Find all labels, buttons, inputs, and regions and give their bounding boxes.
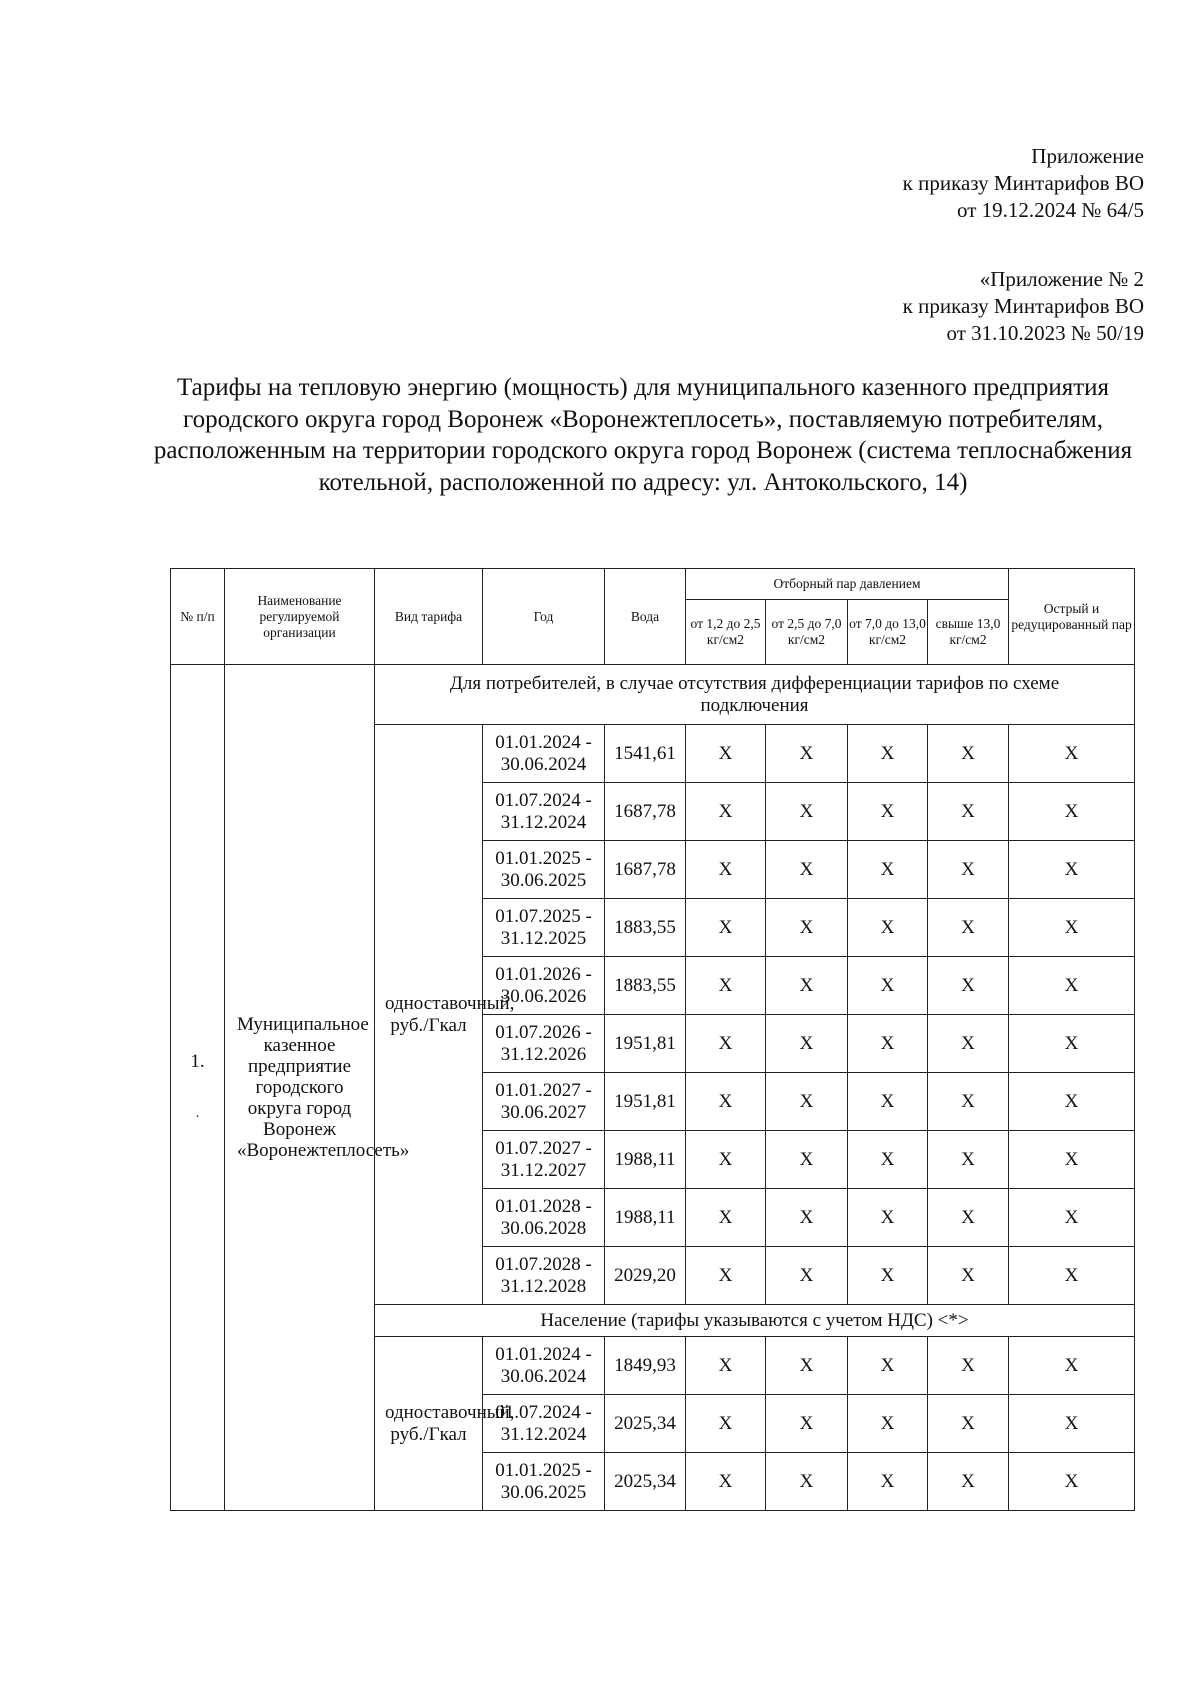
steam-4-value: Х <box>928 957 1009 1015</box>
header-year: Год <box>483 569 605 665</box>
water-value: 1883,55 <box>605 899 686 957</box>
water-value: 2029,20 <box>605 1247 686 1305</box>
steam-2-value: Х <box>766 1189 848 1247</box>
section-title: Население (тарифы указываются с учетом НДС) <*> <box>375 1305 1135 1337</box>
period-cell: 01.01.2024 - 30.06.2024 <box>483 725 605 783</box>
period-cell: 01.07.2027 - 31.12.2027 <box>483 1131 605 1189</box>
steam-4-value: Х <box>928 1395 1009 1453</box>
steam-2-value: Х <box>766 1453 848 1511</box>
steam-1-value: Х <box>686 957 766 1015</box>
steam-2-value: Х <box>766 1015 848 1073</box>
steam-4-value: Х <box>928 1453 1009 1511</box>
period-cell: 01.01.2027 - 30.06.2027 <box>483 1073 605 1131</box>
header-steam-3: от 7,0 до 13,0 кг/см2 <box>848 600 928 665</box>
sharp-steam-value: Х <box>1009 1395 1135 1453</box>
steam-3-value: Х <box>848 1453 928 1511</box>
sharp-steam-value: Х <box>1009 1189 1135 1247</box>
steam-4-value: Х <box>928 899 1009 957</box>
steam-4-value: Х <box>928 1131 1009 1189</box>
header-tariff-type: Вид тарифа <box>375 569 483 665</box>
appendix-line: Приложение <box>1031 144 1144 168</box>
steam-3-value: Х <box>848 841 928 899</box>
period-cell: 01.01.2028 - 30.06.2028 <box>483 1189 605 1247</box>
tariff-type: одноставочный, руб./Гкал <box>375 725 483 1305</box>
header-num: № п/п <box>171 569 225 665</box>
tariff-table <box>170 568 1135 1511</box>
period-cell: 01.01.2026 - 30.06.2026 <box>483 957 605 1015</box>
steam-4-value: Х <box>928 1337 1009 1395</box>
steam-3-value: Х <box>848 1015 928 1073</box>
period-cell: 01.01.2025 - 30.06.2025 <box>483 841 605 899</box>
sharp-steam-value: Х <box>1009 957 1135 1015</box>
sharp-steam-value: Х <box>1009 725 1135 783</box>
period-cell: 01.01.2025 - 30.06.2025 <box>483 1453 605 1511</box>
steam-2-value: Х <box>766 783 848 841</box>
header-steam-group: Отборный пар давлением <box>686 569 1009 600</box>
header-steam-2: от 2,5 до 7,0 кг/см2 <box>766 600 848 665</box>
order-date-line: от 19.12.2024 № 64/5 <box>956 198 1144 222</box>
sharp-steam-value: Х <box>1009 899 1135 957</box>
sharp-steam-value: Х <box>1009 1453 1135 1511</box>
steam-2-value: Х <box>766 1131 848 1189</box>
steam-2-value: Х <box>766 957 848 1015</box>
water-value: 1849,93 <box>605 1337 686 1395</box>
steam-1-value: Х <box>686 1395 766 1453</box>
steam-2-value: Х <box>766 899 848 957</box>
order-line: к приказу Минтарифов ВО <box>902 171 1144 195</box>
steam-2-value: Х <box>766 1395 848 1453</box>
tariff-type: одноставочный, руб./Гкал <box>375 1337 483 1511</box>
period-cell: 01.07.2025 - 31.12.2025 <box>483 899 605 957</box>
order-line-2: к приказу Минтарифов ВО <box>902 294 1144 318</box>
water-value: 1988,11 <box>605 1131 686 1189</box>
water-value: 2025,34 <box>605 1395 686 1453</box>
steam-3-value: Х <box>848 1189 928 1247</box>
sharp-steam-value: Х <box>1009 1073 1135 1131</box>
steam-3-value: Х <box>848 899 928 957</box>
steam-1-value: Х <box>686 899 766 957</box>
sharp-steam-value: Х <box>1009 1015 1135 1073</box>
steam-1-value: Х <box>686 1015 766 1073</box>
steam-1-value: Х <box>686 725 766 783</box>
steam-1-value: Х <box>686 1247 766 1305</box>
appendix-2-line: «Приложение № 2 <box>979 267 1144 291</box>
steam-4-value: Х <box>928 1189 1009 1247</box>
steam-3-value: Х <box>848 957 928 1015</box>
period-cell: 01.07.2028 - 31.12.2028 <box>483 1247 605 1305</box>
water-value: 1883,55 <box>605 957 686 1015</box>
period-cell: 01.01.2024 - 30.06.2024 <box>483 1337 605 1395</box>
water-value: 1951,81 <box>605 1015 686 1073</box>
steam-4-value: Х <box>928 725 1009 783</box>
row-number <box>171 665 225 1511</box>
row-number-text: 1. <box>190 1050 205 1072</box>
steam-2-value: Х <box>766 841 848 899</box>
period-cell: 01.07.2026 - 31.12.2026 <box>483 1015 605 1073</box>
water-value: 1687,78 <box>605 841 686 899</box>
header-sharp-steam: Острый и редуцированный пар <box>1009 569 1135 665</box>
steam-3-value: Х <box>848 725 928 783</box>
water-value: 1988,11 <box>605 1189 686 1247</box>
steam-2-value: Х <box>766 725 848 783</box>
water-value: 2025,34 <box>605 1453 686 1511</box>
water-value: 1951,81 <box>605 1073 686 1131</box>
steam-1-value: Х <box>686 1337 766 1395</box>
steam-4-value: Х <box>928 841 1009 899</box>
header-organization: Наименование регулируемой организации <box>225 569 375 665</box>
steam-1-value: Х <box>686 1453 766 1511</box>
steam-4-value: Х <box>928 1073 1009 1131</box>
steam-4-value: Х <box>928 1247 1009 1305</box>
sharp-steam-value: Х <box>1009 1247 1135 1305</box>
appendix-header <box>903 143 1144 347</box>
sharp-steam-value: Х <box>1009 1337 1135 1395</box>
steam-1-value: Х <box>686 783 766 841</box>
steam-3-value: Х <box>848 1131 928 1189</box>
steam-1-value: Х <box>686 841 766 899</box>
steam-2-value: Х <box>766 1337 848 1395</box>
steam-2-value: Х <box>766 1073 848 1131</box>
row-number-mark: . <box>195 1105 200 1121</box>
organization-name: Муниципальное казенное предприятие городского округа город Воронеж «Воронежтеплосеть» <box>225 665 375 1511</box>
period-cell: 01.07.2024 - 31.12.2024 <box>483 783 605 841</box>
water-value: 1541,61 <box>605 725 686 783</box>
sharp-steam-value: Х <box>1009 1131 1135 1189</box>
sharp-steam-value: Х <box>1009 841 1135 899</box>
steam-4-value: Х <box>928 1015 1009 1073</box>
steam-1-value: Х <box>686 1131 766 1189</box>
steam-4-value: Х <box>928 783 1009 841</box>
section-title: Для потребителей, в случае отсутствия дифференциации тарифов по схеме подключения <box>375 665 1135 725</box>
steam-3-value: Х <box>848 783 928 841</box>
steam-3-value: Х <box>848 1337 928 1395</box>
steam-3-value: Х <box>848 1247 928 1305</box>
steam-1-value: Х <box>686 1073 766 1131</box>
order-date-line-2: от 31.10.2023 № 50/19 <box>946 321 1144 345</box>
header-steam-4: свыше 13,0 кг/см2 <box>928 600 1009 665</box>
steam-2-value: Х <box>766 1247 848 1305</box>
header-water: Вода <box>605 569 686 665</box>
period-cell: 01.07.2024 - 31.12.2024 <box>483 1395 605 1453</box>
sharp-steam-value: Х <box>1009 783 1135 841</box>
steam-3-value: Х <box>848 1395 928 1453</box>
header-steam-1: от 1,2 до 2,5 кг/см2 <box>686 600 766 665</box>
water-value: 1687,78 <box>605 783 686 841</box>
document-title: Тарифы на тепловую энергию (мощность) для муниципального казенного предприятия городского округа город Воронеж «Воронежтеплосеть», поставляемую потребителям, расположенным на территории городского округа город Воронеж (система теплоснабжения котельной, расположенной по адресу: ул. Антокольского, 14) <box>153 374 1133 496</box>
steam-3-value: Х <box>848 1073 928 1131</box>
steam-1-value: Х <box>686 1189 766 1247</box>
